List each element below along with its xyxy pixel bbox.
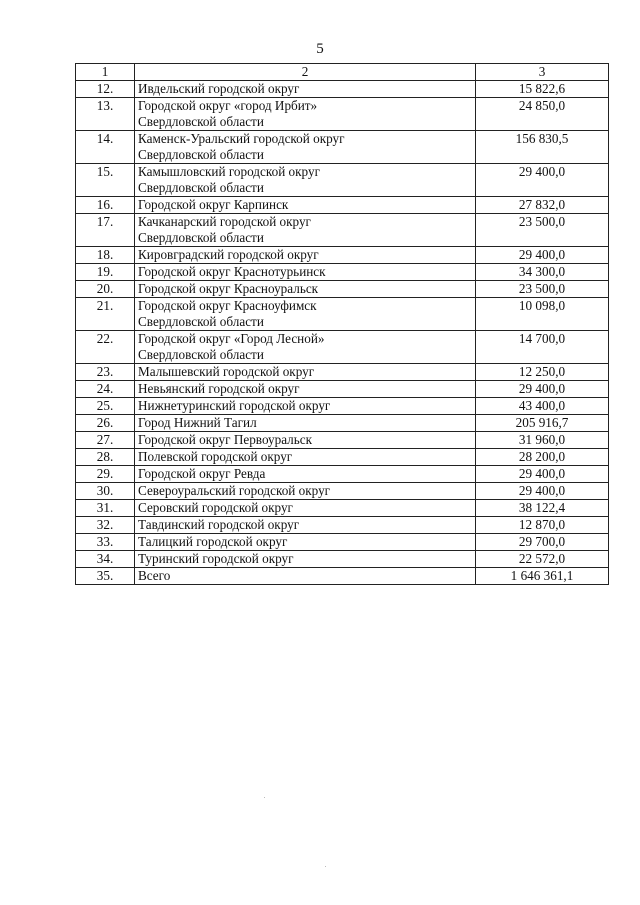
table-row — [76, 466, 609, 483]
row-number: 29. — [76, 466, 135, 483]
row-number: 14. — [76, 131, 135, 164]
row-number: 20. — [76, 281, 135, 298]
table-row — [76, 551, 609, 568]
amount: 29 400,0 — [476, 247, 609, 264]
municipality-name: Городской округ Карпинск — [135, 197, 476, 214]
amount: 29 700,0 — [476, 534, 609, 551]
amount: 15 822,6 — [476, 81, 609, 98]
row-number: 32. — [76, 517, 135, 534]
amount: 43 400,0 — [476, 398, 609, 415]
table-row — [76, 247, 609, 264]
table-row — [76, 381, 609, 398]
amount: 14 700,0 — [476, 331, 609, 364]
row-number: 30. — [76, 483, 135, 500]
table-row — [76, 568, 609, 585]
municipality-name: Городской округ Краснотурьинск — [135, 264, 476, 281]
amount: 29 400,0 — [476, 164, 609, 197]
table-row — [76, 81, 609, 98]
row-number: 28. — [76, 449, 135, 466]
municipality-name: Город Нижний Тагил — [135, 415, 476, 432]
row-number: 16. — [76, 197, 135, 214]
municipality-name: Качканарский городской округ Свердловской области — [135, 214, 476, 247]
table-row — [76, 364, 609, 381]
table-row — [76, 398, 609, 415]
municipality-name: Городской округ Ревда — [135, 466, 476, 483]
table-row — [76, 264, 609, 281]
amount: 23 500,0 — [476, 281, 609, 298]
table-row — [76, 449, 609, 466]
table-row — [76, 534, 609, 551]
row-number: 23. — [76, 364, 135, 381]
table-row — [76, 131, 609, 164]
municipality-name: Городской округ «Город Лесной» Свердловской области — [135, 331, 476, 364]
amount: 29 400,0 — [476, 381, 609, 398]
municipality-name: Городской округ Первоуральск — [135, 432, 476, 449]
amount: 38 122,4 — [476, 500, 609, 517]
amount: 1 646 361,1 — [476, 568, 609, 585]
scan-speck — [325, 866, 326, 867]
column-header-number: 1 — [76, 64, 135, 81]
table-row — [76, 331, 609, 364]
table-body — [76, 81, 609, 585]
row-number: 33. — [76, 534, 135, 551]
amount: 156 830,5 — [476, 131, 609, 164]
municipality-name: Североуральский городской округ — [135, 483, 476, 500]
row-number: 18. — [76, 247, 135, 264]
municipality-name: Невьянский городской округ — [135, 381, 476, 398]
amount: 34 300,0 — [476, 264, 609, 281]
table-row — [76, 281, 609, 298]
municipality-name: Камышловский городской округ Свердловской области — [135, 164, 476, 197]
municipality-name: Городской округ Красноуфимск Свердловской области — [135, 298, 476, 331]
municipality-name: Тавдинский городской округ — [135, 517, 476, 534]
column-header-name: 2 — [135, 64, 476, 81]
municipality-name: Полевской городской округ — [135, 449, 476, 466]
municipality-name: Кировградский городской округ — [135, 247, 476, 264]
amount: 29 400,0 — [476, 483, 609, 500]
table-row — [76, 500, 609, 517]
row-number: 17. — [76, 214, 135, 247]
row-number: 26. — [76, 415, 135, 432]
municipality-name: Малышевский городской округ — [135, 364, 476, 381]
page-number: 5 — [316, 41, 324, 57]
table-row — [76, 432, 609, 449]
table-row — [76, 517, 609, 534]
table-header-row — [76, 64, 609, 81]
municipality-name: Городской округ «город Ирбит» Свердловской области — [135, 98, 476, 131]
table-row — [76, 214, 609, 247]
table-row — [76, 298, 609, 331]
amount: 23 500,0 — [476, 214, 609, 247]
municipality-name: Каменск-Уральский городской округ Свердловской области — [135, 131, 476, 164]
row-number: 35. — [76, 568, 135, 585]
scan-speck — [264, 797, 265, 798]
amount: 22 572,0 — [476, 551, 609, 568]
amount: 10 098,0 — [476, 298, 609, 331]
column-header-amount: 3 — [476, 64, 609, 81]
row-number: 25. — [76, 398, 135, 415]
municipality-name: Ивдельский городской округ — [135, 81, 476, 98]
row-number: 21. — [76, 298, 135, 331]
table-row — [76, 415, 609, 432]
amount: 12 870,0 — [476, 517, 609, 534]
amount: 27 832,0 — [476, 197, 609, 214]
row-number: 19. — [76, 264, 135, 281]
amount: 12 250,0 — [476, 364, 609, 381]
row-number: 34. — [76, 551, 135, 568]
municipality-name: Серовский городской округ — [135, 500, 476, 517]
row-number: 22. — [76, 331, 135, 364]
row-number: 24. — [76, 381, 135, 398]
allocation-table — [75, 63, 609, 585]
municipality-name: Всего — [135, 568, 476, 585]
row-number: 27. — [76, 432, 135, 449]
row-number: 13. — [76, 98, 135, 131]
row-number: 12. — [76, 81, 135, 98]
amount: 29 400,0 — [476, 466, 609, 483]
amount: 24 850,0 — [476, 98, 609, 131]
municipality-name: Городской округ Красноуральск — [135, 281, 476, 298]
municipality-name: Нижнетуринский городской округ — [135, 398, 476, 415]
municipality-name: Туринский городской округ — [135, 551, 476, 568]
table-row — [76, 483, 609, 500]
table-row — [76, 197, 609, 214]
amount: 28 200,0 — [476, 449, 609, 466]
row-number: 31. — [76, 500, 135, 517]
municipality-name: Талицкий городской округ — [135, 534, 476, 551]
row-number: 15. — [76, 164, 135, 197]
table-row — [76, 164, 609, 197]
amount: 205 916,7 — [476, 415, 609, 432]
table-row — [76, 98, 609, 131]
amount: 31 960,0 — [476, 432, 609, 449]
